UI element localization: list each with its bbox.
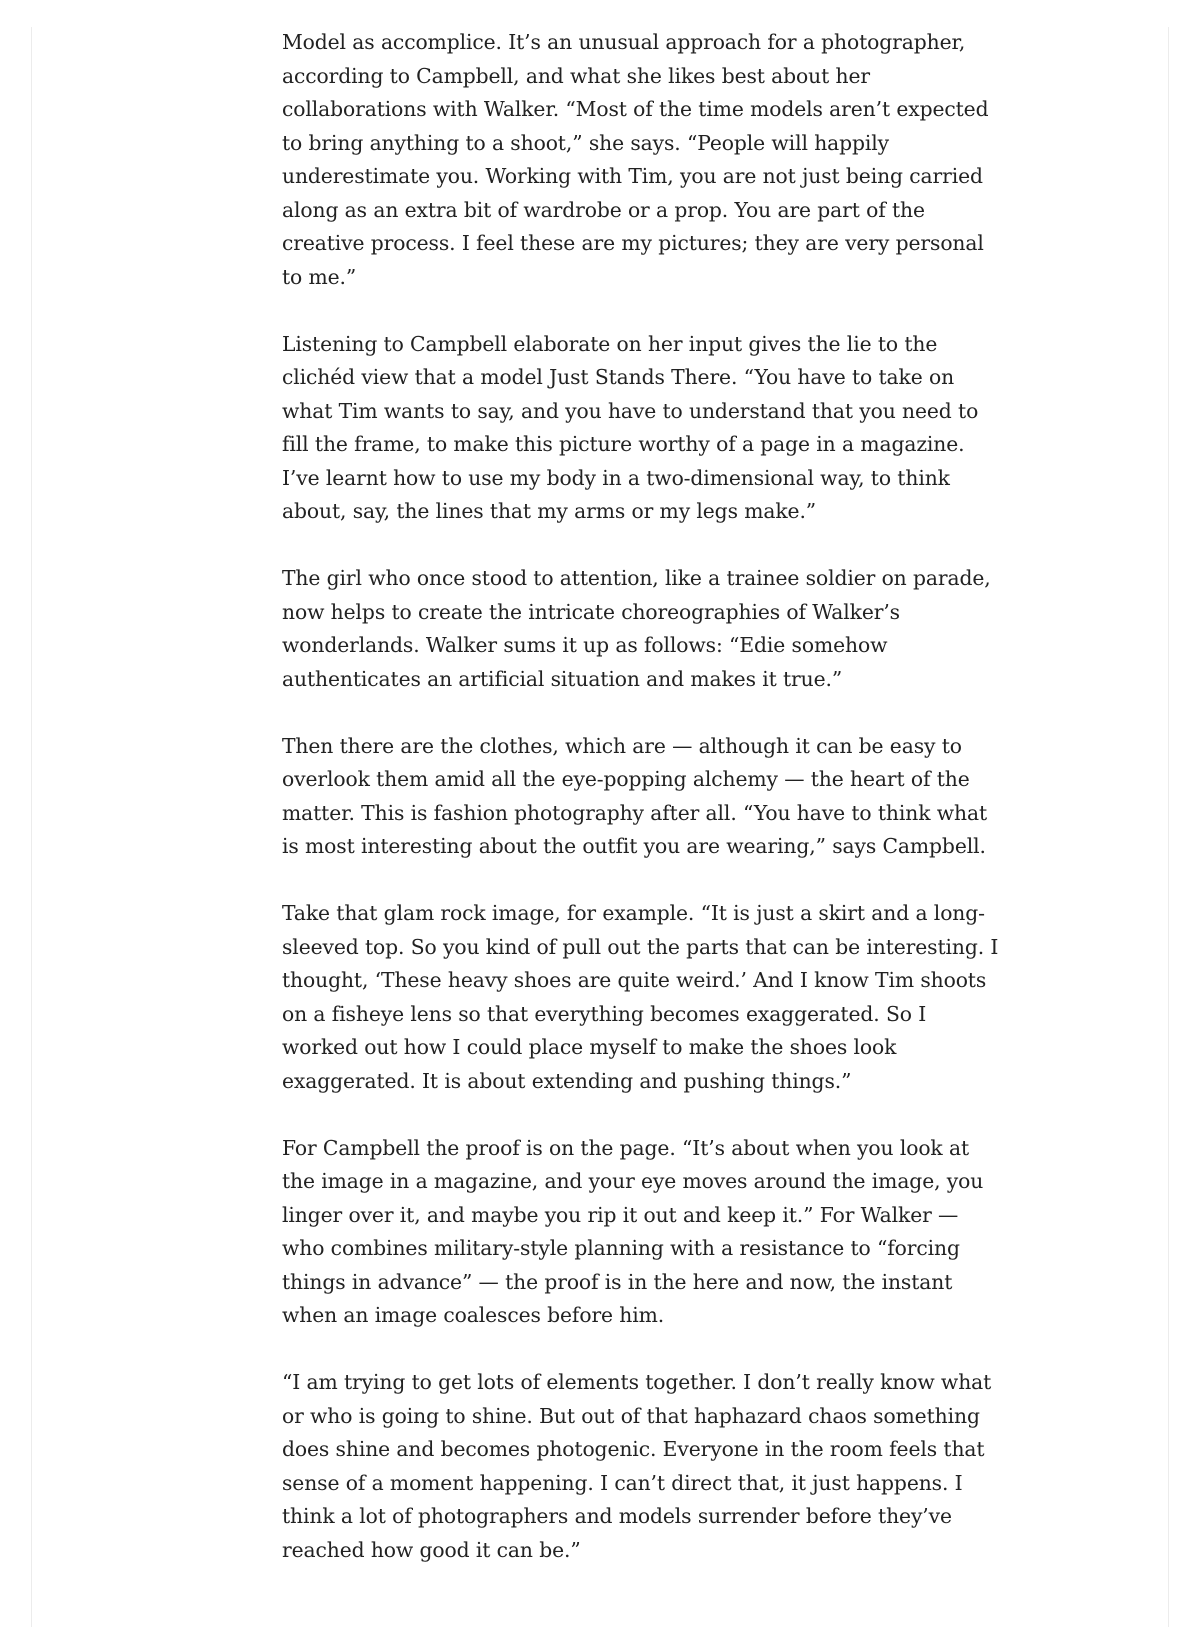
text-line: worked out how I could place myself to make the shoes look (282, 1035, 897, 1059)
text-line: things in advance” — the proof is in the here and now, the instant (282, 1269, 953, 1294)
paragraph-listening-to-campbell (282, 328, 979, 529)
text-line: what Tim wants to say, and you have to understand that you need to (282, 398, 979, 423)
text-line: think a lot of photographers and models surrender before they’ve (282, 1504, 952, 1528)
text-line: according to Campbell, and what she likes best about her (282, 63, 870, 88)
text-line: linger over it, and maybe you rip it out and keep it.” For Walker — (282, 1202, 959, 1227)
text-line: For Campbell the proof is on the page. “It’s about when you look at (282, 1135, 970, 1160)
text-line: “I am trying to get lots of elements together. I don’t really know what (282, 1370, 992, 1394)
text-line: about, say, the lines that my arms or my legs make.” (282, 499, 817, 523)
text-line: sense of a moment happening. I can’t direct that, it just happens. I (282, 1470, 963, 1495)
paragraph-walker-quote (282, 1366, 992, 1567)
text-line: to bring anything to a shoot,” she says. “People will happily (282, 130, 890, 155)
text-line: when an image coalesces before him. (282, 1303, 665, 1327)
text-line: I’ve learnt how to use my body in a two-dimensional way, to think (282, 465, 950, 490)
text-line: is most interesting about the outfit you are wearing,” says Campbell. (282, 834, 986, 858)
text-line: Take that glam rock image, for example. “It is just a skirt and a long- (282, 901, 985, 925)
text-line: Model as accomplice. It’s an unusual approach for a photographer, (282, 30, 966, 54)
text-line: sleeved top. So you kind of pull out the parts that can be interesting. I (282, 934, 999, 959)
paragraph-proof-is-on-the-page (282, 1132, 984, 1333)
text-line: to me.” (282, 264, 357, 289)
text-line: the image in a magazine, and your eye moves around the image, you (282, 1169, 984, 1193)
article-body (282, 26, 999, 1567)
text-line: who combines military-style planning with a resistance to “forcing (282, 1236, 960, 1260)
text-line: creative process. I feel these are my pictures; they are very personal (282, 231, 984, 255)
paragraph-the-clothes (282, 730, 988, 864)
text-line: Listening to Campbell elaborate on her input gives the lie to the (282, 331, 938, 356)
text-line: wonderlands. Walker sums it up as follows: “Edie somehow (282, 633, 888, 657)
text-line: The girl who once stood to attention, like a trainee soldier on parade, (282, 566, 991, 590)
paragraph-girl-stood-to-attention (282, 562, 991, 696)
text-line: reached how good it can be.” (282, 1537, 581, 1562)
text-line: fill the frame, to make this picture worthy of a page in a magazine. (282, 432, 965, 456)
text-line: collaborations with Walker. “Most of the time models aren’t expected (282, 97, 989, 121)
paragraph-glam-rock-image (282, 897, 999, 1098)
text-line: clichéd view that a model Just Stands There. “You have to take on (282, 365, 955, 389)
text-line: overlook them amid all the eye-popping alchemy — the heart of the (282, 767, 970, 791)
text-line: along as an extra bit of wardrobe or a prop. You are part of the (282, 197, 925, 222)
text-line: exaggerated. It is about extending and pushing things.” (282, 1068, 852, 1093)
paragraph-model-as-accomplice (282, 26, 989, 294)
text-line: matter. This is fashion photography after all. “You have to think what (282, 800, 988, 825)
text-line: authenticates an artificial situation and makes it true.” (282, 666, 843, 691)
text-line: Then there are the clothes, which are — although it can be easy to (282, 733, 962, 758)
text-line: on a fisheye lens so that everything becomes exaggerated. So I (282, 1001, 927, 1026)
text-line: thought, ‘These heavy shoes are quite weird.’ And I know Tim shoots (282, 968, 987, 992)
text-line: now helps to create the intricate choreographies of Walker’s (282, 599, 900, 624)
text-line: or who is going to shine. But out of that haphazard chaos something (282, 1403, 980, 1428)
text-line: does shine and becomes photogenic. Everyone in the room feels that (282, 1437, 985, 1461)
text-line: underestimate you. Working with Tim, you are not just being carried (282, 164, 983, 188)
